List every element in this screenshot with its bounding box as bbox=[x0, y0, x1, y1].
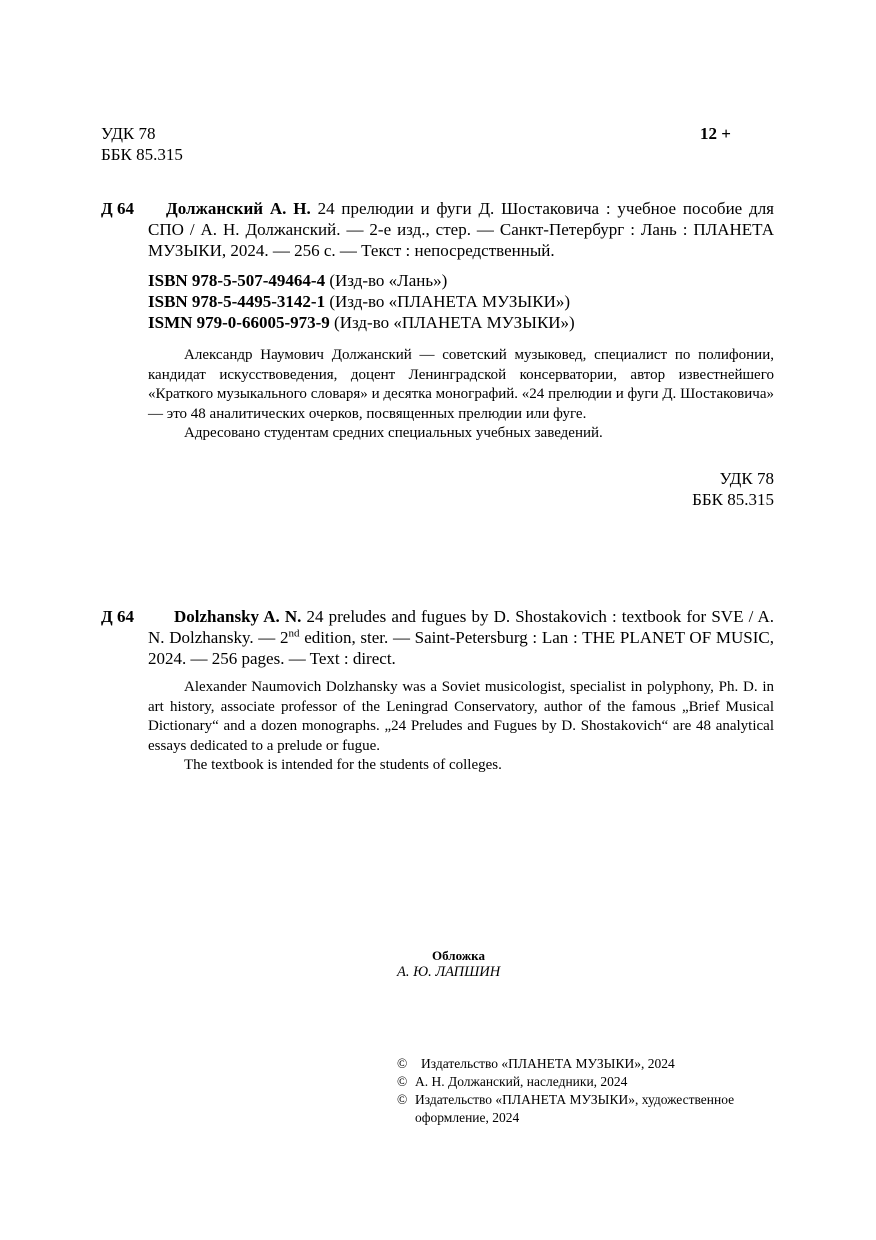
record-text-en: Dolzhansky A. N. 24 preludes and fugues by D. Shostakovich : textbook for SVE / A. N. Dolzhansky. — 2nd edition, ster. — Saint-Petersburg : Lan : THE PLANET OF MUSIC, 2024. — 256 pages. — Text : direct. bbox=[148, 607, 775, 668]
author-ru: Должанский А. Н. bbox=[166, 199, 311, 218]
bbk-code: ББК 85.315 bbox=[101, 145, 183, 164]
copyright-line: © Издательство «ПЛАНЕТА МУЗЫКИ», художественное оформление, 2024 bbox=[397, 1092, 735, 1125]
record-code-en: Д 64 bbox=[101, 607, 134, 626]
cover-label: Обложка bbox=[432, 948, 485, 963]
annotation-en-text: Alexander Naumovich Dolzhansky was a Soviet musicologist, specialist in polyphony, Ph. D. in art history, associate professor of the Leningrad Conservatory, author of the famous „Brief Musical Dictionary“ and a dozen monographs. „24 Preludes and Fugues by D. Shostakovich“ are 48 analytical essays dedicated to a prelude or fugue. bbox=[148, 679, 774, 754]
classification-block bbox=[101, 123, 301, 165]
udk-code-ru: УДК 78 bbox=[719, 469, 774, 488]
copyright-block bbox=[397, 1055, 777, 1127]
copyright-line: © А. Н. Должанский, наследники, 2024 bbox=[397, 1074, 628, 1089]
superscript-nd: nd bbox=[288, 627, 300, 640]
copyright-icon: © bbox=[397, 1056, 408, 1071]
copyright-line: © Издательство «ПЛАНЕТА МУЗЫКИ», 2024 bbox=[397, 1056, 675, 1071]
udk-code: УДК 78 bbox=[101, 124, 156, 143]
record-code-ru: Д 64 bbox=[101, 199, 134, 218]
audience-ru: Адресовано студентам средних специальных учебных заведений. bbox=[184, 425, 603, 441]
record-text-ru bbox=[148, 198, 774, 261]
copyright-icon: © bbox=[397, 1092, 408, 1107]
copyright-icon: © bbox=[397, 1074, 408, 1089]
isbn-line: ISBN 978-5-507-49464-4 (Изд-во «Лань») bbox=[148, 271, 448, 290]
isbn-list bbox=[148, 270, 774, 333]
annotation-en bbox=[148, 678, 774, 776]
cover-artist: А. Ю. ЛАПШИН bbox=[397, 964, 501, 980]
annotation-ru-text: Александр Наумович Должанский — советский музыковед, специалист по полифонии, кандидат искусствоведения, доцент Ленинградской консерватории, автор известнейшего «Краткого музыкального словаря» и десятка монографий. «24 прелюдии и фуги Д. Шостаковича» — это 48 аналитических очерков, посвященных прелюдии или фуге. bbox=[148, 347, 774, 422]
ismn-line: ISMN 979-0-66005-973-9 (Изд-во «ПЛАНЕТА МУЗЫКИ») bbox=[148, 313, 575, 332]
author-en: Dolzhansky A. N. bbox=[174, 607, 302, 626]
isbn-line: ISBN 978-5-4495-3142-1 (Изд-во «ПЛАНЕТА МУЗЫКИ») bbox=[148, 292, 571, 311]
classification-ru-bottom bbox=[574, 468, 774, 510]
annotation-ru bbox=[148, 346, 774, 444]
bbk-code-ru: ББК 85.315 bbox=[692, 490, 774, 509]
record-body-ru: 24 прелюдии и фуги Д. Шостаковича : учебное пособие для СПО / А. Н. Должанский. — 2-е изд., стер. — Санкт-Петербург : Лань : ПЛАНЕТА МУЗЫКИ, 2024. — 256 с. — Текст : непосредственный. bbox=[148, 199, 775, 260]
age-rating: 12 + bbox=[700, 124, 731, 143]
audience-en: The textbook is intended for the students of colleges. bbox=[184, 757, 502, 773]
